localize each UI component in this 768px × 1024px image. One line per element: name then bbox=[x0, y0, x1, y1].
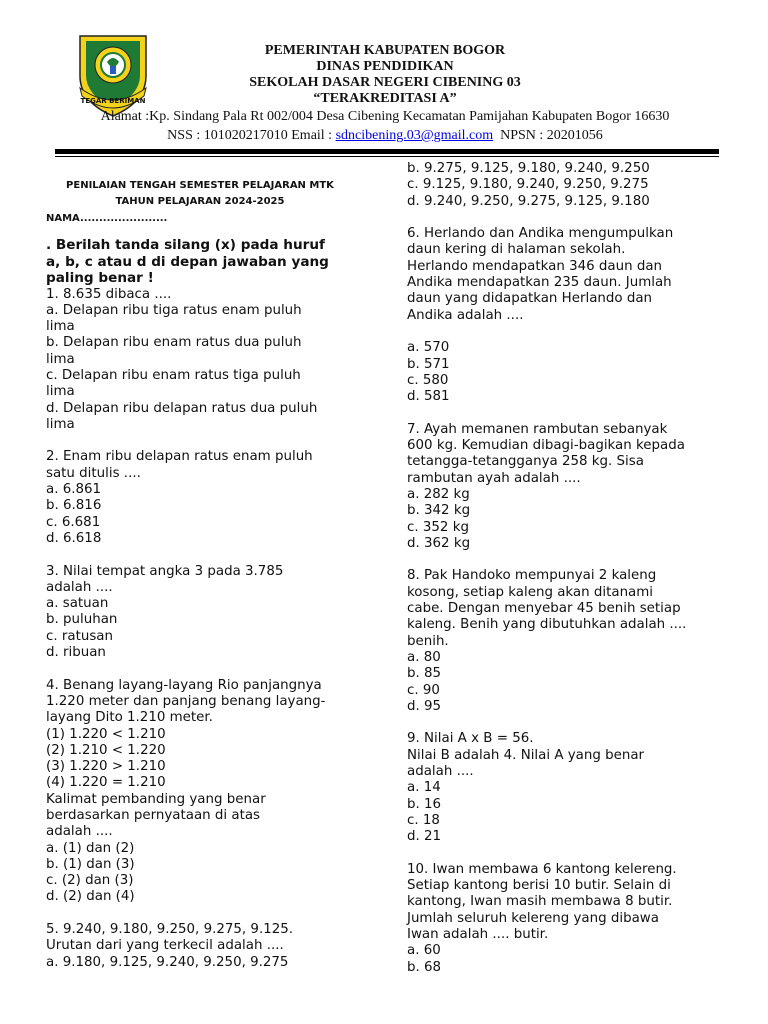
question-text-line: lima bbox=[46, 351, 75, 367]
question-text-line: 1.220 meter dan panjang benang layang- bbox=[46, 693, 326, 709]
instructions bbox=[46, 237, 362, 287]
question-text-line: a. 282 kg bbox=[407, 486, 470, 502]
question-text-line: c. (2) dan (3) bbox=[46, 873, 134, 889]
question-text-line: adalah .... bbox=[46, 824, 113, 840]
question-text-line: lima bbox=[46, 416, 75, 432]
question-text-line: d. ribuan bbox=[46, 645, 106, 661]
question-text-line: a. 9.180, 9.125, 9.240, 9.250, 9.275 bbox=[46, 954, 289, 970]
letterhead bbox=[60, 43, 710, 145]
question-text-line: satu ditulis .... bbox=[46, 465, 141, 481]
header-divider-thick bbox=[55, 149, 719, 154]
question-text-line: b. 571 bbox=[407, 356, 450, 372]
question-text-line: 2. Enam ribu delapan ratus enam puluh bbox=[46, 449, 313, 465]
exam-title-line2: TAHUN PELAJARAN 2024-2025 bbox=[115, 196, 285, 207]
question-text-line: kosong, setiap kaleng akan ditanami bbox=[407, 584, 654, 600]
question-text-line: c. 580 bbox=[407, 372, 449, 388]
question-text-line: daun kering di halaman sekolah. bbox=[407, 242, 626, 258]
question-text-line: a. 570 bbox=[407, 340, 450, 356]
question-text-line: tetangga-tetangganya 258 kg. Sisa bbox=[407, 454, 644, 470]
question-text-line: (1) 1.220 < 1.210 bbox=[46, 726, 166, 742]
question-text-line: Iwan adalah .... butir. bbox=[407, 926, 549, 942]
question-text-line: d. 9.240, 9.250, 9.275, 9.125, 9.180 bbox=[407, 193, 650, 209]
question-text-line: Setiap kantong berisi 10 butir. Selain di bbox=[407, 878, 671, 894]
letterhead-accreditation: “TERAKREDITASI A” bbox=[313, 91, 457, 106]
right-question-list bbox=[407, 161, 727, 976]
header-divider-thin bbox=[55, 156, 719, 157]
question-text-line: (3) 1.220 > 1.210 bbox=[46, 759, 166, 775]
blank-line bbox=[407, 845, 727, 861]
question-text-line: c. 18 bbox=[407, 812, 440, 828]
question-text-line: 7. Ayah memanen rambutan sebanyak bbox=[407, 421, 668, 437]
blank-line bbox=[407, 324, 727, 340]
question-text-line: a. 60 bbox=[407, 943, 441, 959]
question-text-line: c. 6.681 bbox=[46, 514, 101, 530]
question-text-line: d. 362 kg bbox=[407, 535, 471, 551]
question-text-line: 6. Herlando dan Andika mengumpulkan bbox=[407, 226, 674, 242]
instruction-line: paling benar ! bbox=[46, 270, 154, 286]
question-text-line: Jumlah seluruh kelereng yang dibawa bbox=[407, 910, 659, 926]
question-text-line: 1. 8.635 dibaca .... bbox=[46, 286, 172, 302]
question-text-line: Nilai B adalah 4. Nilai A yang benar bbox=[407, 747, 645, 763]
question-text-line: d. 21 bbox=[407, 829, 442, 845]
letterhead-contacts bbox=[60, 127, 710, 145]
question-text-line: d. 6.618 bbox=[46, 530, 102, 546]
question-text-line: daun yang didapatkan Herlando dan bbox=[407, 291, 653, 307]
letterhead-address: Alamat :Kp. Sindang Pala Rt 002/004 Desa Cibening Kecamatan Pamijahan Kabupaten Bogor 16630 bbox=[100, 109, 670, 124]
blank-line bbox=[46, 661, 362, 677]
question-text-line: lima bbox=[46, 319, 75, 335]
nss-number: NSS : 101020217010 bbox=[167, 128, 288, 143]
blank-line bbox=[407, 405, 727, 421]
question-text-line: d. 95 bbox=[407, 698, 442, 714]
question-text-line: b. 68 bbox=[407, 959, 442, 975]
question-text-line: a. (1) dan (2) bbox=[46, 840, 135, 856]
question-text-line: 8. Pak Handoko mempunyai 2 kaleng bbox=[407, 568, 657, 584]
question-text-line: Kalimat pembanding yang benar bbox=[46, 791, 266, 807]
question-text-line: a. 80 bbox=[407, 649, 441, 665]
question-text-line: Herlando mendapatkan 346 daun dan bbox=[407, 258, 663, 274]
blank-line bbox=[407, 715, 727, 731]
npsn-number: NPSN : 20201056 bbox=[500, 128, 603, 143]
question-text-line: (4) 1.220 = 1.210 bbox=[46, 775, 166, 791]
question-text-line: 4. Benang layang-layang Rio panjangnya bbox=[46, 677, 322, 693]
blank-line bbox=[46, 906, 362, 922]
question-text-line: berdasarkan pernyataan di atas bbox=[46, 808, 261, 823]
question-text-line: b. Delapan ribu enam ratus dua puluh bbox=[46, 335, 302, 351]
question-text-line: adalah .... bbox=[407, 763, 474, 779]
question-text-line: 5. 9.240, 9.180, 9.250, 9.275, 9.125. bbox=[46, 922, 294, 938]
student-name-field: NAMA....................... bbox=[46, 213, 168, 224]
blank-line bbox=[407, 552, 727, 568]
question-text-line: d. 581 bbox=[407, 389, 450, 405]
question-text-line: 9. Nilai A x B = 56. bbox=[407, 731, 534, 747]
question-text-line: kantong, Iwan masih membawa 8 butir. bbox=[407, 894, 673, 910]
question-text-line: Urutan dari yang terkecil adalah .... bbox=[46, 938, 284, 954]
question-text-line: Andika mendapatkan 235 daun. Jumlah bbox=[407, 275, 672, 291]
question-text-line: d. Delapan ribu delapan ratus dua puluh bbox=[46, 400, 318, 416]
question-text-line: (2) 1.210 < 1.220 bbox=[46, 742, 166, 758]
question-text-line: c. Delapan ribu enam ratus tiga puluh bbox=[46, 367, 301, 383]
right-column bbox=[407, 161, 727, 976]
left-question-list bbox=[46, 287, 362, 971]
question-text-line: b. 6.816 bbox=[46, 498, 102, 514]
question-text-line: benih. bbox=[407, 633, 449, 649]
question-text-line: b. 342 kg bbox=[407, 503, 471, 519]
left-column bbox=[46, 178, 362, 971]
letterhead-school-name: SEKOLAH DASAR NEGERI CIBENING 03 bbox=[249, 75, 521, 90]
question-text-line: a. 14 bbox=[407, 780, 441, 796]
question-text-line: cabe. Dengan menyebar 45 benih setiap bbox=[407, 601, 681, 617]
question-text-line: c. 352 kg bbox=[407, 519, 469, 535]
question-text-line: b. puluhan bbox=[46, 612, 118, 628]
exam-title-line1: PENILAIAN TENGAH SEMESTER PELAJARAN MTK bbox=[66, 180, 334, 191]
instruction-line: a, b, c atau d di depan jawaban yang bbox=[46, 253, 329, 270]
question-text-line: 600 kg. Kemudian dibagi-bagikan kepada bbox=[407, 438, 685, 454]
question-text-line: 10. Iwan membawa 6 kantong kelereng. bbox=[407, 861, 677, 877]
question-text-line: Andika adalah .... bbox=[407, 307, 524, 323]
question-text-line: c. 90 bbox=[407, 682, 440, 698]
question-text-line: layang Dito 1.210 meter. bbox=[46, 710, 213, 726]
question-text-line: kaleng. Benih yang dibutuhkan adalah .... bbox=[407, 617, 687, 633]
question-text-line: b. (1) dan (3) bbox=[46, 856, 135, 872]
question-text-line: d. (2) dan (4) bbox=[46, 889, 135, 905]
question-text-line: 3. Nilai tempat angka 3 pada 3.785 bbox=[46, 563, 284, 579]
question-text-line: a. Delapan ribu tiga ratus enam puluh bbox=[46, 302, 302, 318]
email-link[interactable]: sdncibening.03@gmail.com bbox=[335, 128, 494, 143]
question-text-line: a. satuan bbox=[46, 596, 109, 612]
question-text-line: b. 9.275, 9.125, 9.180, 9.240, 9.250 bbox=[407, 161, 650, 176]
blank-line bbox=[407, 210, 727, 226]
blank-line bbox=[46, 547, 362, 563]
question-text-line: b. 85 bbox=[407, 666, 442, 682]
question-text-line: b. 16 bbox=[407, 796, 442, 812]
email-label: Email : bbox=[291, 128, 333, 143]
question-text-line: adalah .... bbox=[46, 579, 113, 595]
question-text-line: rambutan ayah adalah .... bbox=[407, 470, 581, 486]
question-text-line: c. 9.125, 9.180, 9.240, 9.250, 9.275 bbox=[407, 177, 649, 193]
logo-motto: TEGAR BERIMAN bbox=[80, 97, 146, 105]
question-text-line: lima bbox=[46, 384, 75, 400]
blank-line bbox=[46, 433, 362, 449]
letterhead-department: DINAS PENDIDIKAN bbox=[316, 59, 454, 74]
question-text-line: a. 6.861 bbox=[46, 482, 102, 498]
question-text-line: c. ratusan bbox=[46, 628, 113, 644]
instruction-line: . Berilah tanda silang (x) pada huruf bbox=[46, 237, 325, 253]
letterhead-government: PEMERINTAH KABUPATEN BOGOR bbox=[264, 43, 506, 58]
